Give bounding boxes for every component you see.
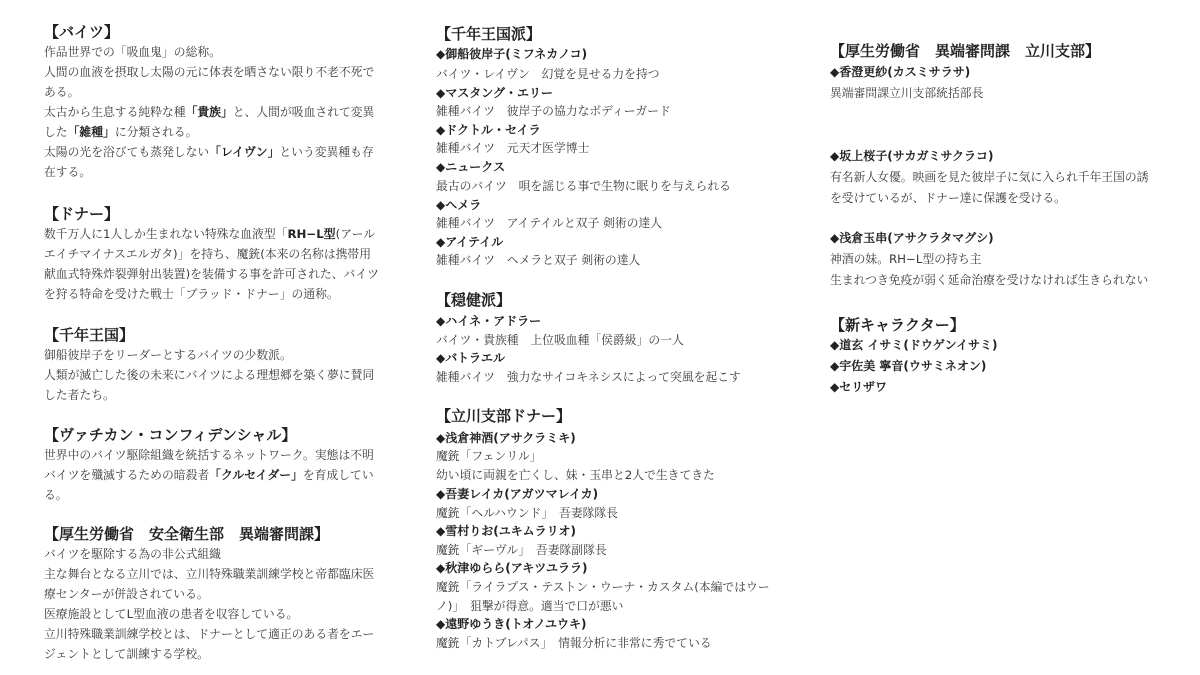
kingdom-line: した者たち。 [44, 388, 115, 402]
section-title-vatican: 【ヴァチカン・コンフィデンシャル】 [44, 426, 297, 444]
vatican-line [44, 466, 374, 485]
character-name: ◆ヘメラ [436, 198, 482, 212]
character-desc: 魔銃「ライラプス・テストン・ウーナ・カスタム(本編ではウー [436, 580, 770, 594]
section-title-mhlw: 【厚生労働省 安全衛生部 異端審問課】 [44, 525, 330, 543]
text: バイツを殲滅するための暗殺者 [44, 468, 210, 482]
text: 数千万人に1人しか生まれない特殊な血液型「 [44, 227, 288, 241]
baits-line [44, 103, 374, 122]
character-name: ◆アイテイル [436, 235, 504, 249]
text: という変異種も存 [279, 145, 374, 159]
section-title-tachikawa-donors: 【立川支部ドナー】 [436, 407, 572, 425]
character-desc: ノ)」 狙撃が得意。適当で口が悪い [436, 599, 624, 613]
baits-line: 在する。 [44, 165, 92, 179]
character-name: ◆ドクトル・セイラ [436, 123, 541, 137]
section-title-baits: 【バイツ】 [44, 23, 120, 41]
term-hybrid: 「雑種」 [67, 125, 115, 139]
character-name: ◆浅倉玉串(アサクラタマグシ) [830, 231, 994, 245]
baits-line: ある。 [44, 85, 80, 99]
mhlw-line: 主な舞台となる立川では、立川特殊職業訓練学校と帝都臨床医 [44, 567, 375, 581]
character-desc: 雑種バイツ 強力なサイコキネシスによって突風を起こす [436, 370, 741, 384]
character-desc: バイツ・貴族種 上位吸血種「侯爵級」の一人 [436, 333, 684, 347]
term-noble: 「貴族」 [185, 105, 233, 119]
section-title-kingdom-faction: 【千年王国派】 [436, 25, 542, 43]
mhlw-line: 医療施設としてL型血液の患者を収容している。 [44, 607, 299, 621]
text: に分類される。 [114, 125, 198, 139]
term-rhl: RH−L型 [287, 227, 336, 241]
text: 太陽の光を浴びても蒸発しない [44, 145, 210, 159]
section-title-moderate: 【穏健派】 [436, 291, 512, 309]
character-name: ◆香澄更紗(カスミサラサ) [830, 65, 971, 79]
kingdom-line: 御船彼岸子をリーダーとするバイツの少数派。 [44, 348, 292, 362]
mhlw-line: ジェントとして訓練する学校。 [44, 647, 209, 661]
character-desc: 魔銃「カトブレパス」 情報分析に非常に秀でている [436, 636, 712, 650]
mhlw-line: バイツを駆除する為の非公式組織 [44, 547, 221, 561]
mhlw-line: 立川特殊職業訓練学校とは、ドナーとして適正のある者をエー [44, 627, 375, 641]
text: 太古から生息する純粋な種 [44, 105, 186, 119]
character-name: ◆雪村りお(ユキムラリオ) [436, 524, 576, 538]
character-desc: 生まれつき免疫が弱く延命治療を受けなければ生きられない [830, 273, 1149, 287]
character-name: ◆遠野ゆうき(トオノユウキ) [436, 617, 587, 631]
baits-line [44, 143, 374, 162]
character-name: ◆道玄 イサミ(ドウゲンイサミ) [830, 338, 998, 352]
text: (アール [335, 227, 376, 241]
term-crusader: 「クルセイダー」 [209, 468, 303, 482]
character-name: ◆秋津ゆらら(アキツユララ) [436, 561, 588, 575]
character-desc: 雑種バイツ アイテイルと双子 剣術の達人 [436, 216, 663, 230]
donor-line [44, 225, 375, 244]
character-name: ◆御船彼岸子(ミフネカノコ) [436, 47, 588, 61]
character-desc: 幼い頃に両親を亡くし、妹・玉串と2人で生きてきた [436, 468, 715, 482]
character-name: ◆バトラエル [436, 351, 505, 365]
character-name: ◆セリザワ [830, 380, 887, 394]
character-name: ◆浅倉神酒(アサクラミキ) [436, 431, 576, 445]
term-raven: 「レイヴン」 [209, 145, 280, 159]
character-desc: 神酒の妹。RH−L型の持ち主 [830, 252, 982, 266]
text: した [44, 125, 68, 139]
character-desc: 魔銃「フェンリル」 [436, 449, 542, 463]
character-desc: を受けているが、ドナー達に保護を受ける。 [830, 191, 1066, 205]
baits-line: 人間の血液を摂取し太陽の元に体表を晒さない限り不老不死で [44, 65, 375, 79]
text: を育成してい [302, 468, 374, 482]
baits-line: 作品世界での「吸血鬼」の総称。 [44, 45, 221, 59]
character-desc: 魔銃「ギーヴル」 吾妻隊副隊長 [436, 543, 607, 557]
baits-line [44, 123, 197, 142]
section-title-new-characters: 【新キャラクター】 [830, 316, 965, 334]
character-desc: バイツ・レイヴン 幻覚を見せる力を持つ [436, 67, 660, 81]
character-desc: 雑種バイツ ヘメラと双子 剣術の達人 [436, 253, 641, 267]
vatican-line: 世界中のバイツ駆除組織を統括するネットワーク。実態は不明 [44, 448, 374, 462]
donor-line: 献血式特殊炸裂弾射出装置)を装備する事を許可された、バイツ [44, 267, 379, 281]
section-title-donor: 【ドナー】 [44, 205, 120, 223]
character-desc: 魔銃「ヘルハウンド」 吾妻隊隊長 [436, 506, 619, 520]
character-name: ◆坂上桜子(サカガミサクラコ) [830, 149, 994, 163]
character-desc: 最古のバイツ 唄を謡じる事で生物に眠りを与えられる [436, 179, 731, 193]
text: と、人間が吸血されて変異 [232, 105, 375, 119]
section-title-tachikawa-branch: 【厚生労働省 異端審問課 立川支部】 [830, 42, 1101, 60]
character-desc: 異端審問課立川支部統括部長 [830, 86, 984, 100]
character-name: ◆吾妻レイカ(アガツマレイカ) [436, 487, 599, 501]
section-title-kingdom: 【千年王国】 [44, 326, 135, 344]
mhlw-line: 療センターが併設されている。 [44, 587, 209, 601]
character-name: ◆マスタング・エリー [436, 86, 553, 100]
kingdom-line: 人類が滅亡した後の未来にバイツによる理想郷を築く夢に賛同 [44, 368, 375, 382]
character-desc: 雑種バイツ 彼岸子の協力なボディーガード [436, 104, 671, 118]
character-name: ◆宇佐美 寧音(ウサミネオン) [830, 359, 987, 373]
character-desc: 雑種バイツ 元天才医学博士 [436, 141, 590, 155]
character-desc: 有名新人女優。映画を見た彼岸子に気に入られ千年王国の誘 [830, 170, 1149, 184]
donor-line: エイチマイナスエルガタ)」を持ち、魔銃(本来の名称は携帯用 [44, 247, 372, 261]
character-name: ◆ニュークス [436, 160, 506, 174]
vatican-line: る。 [44, 488, 68, 502]
character-name: ◆ハイネ・アドラー [436, 314, 542, 328]
donor-line: を狩る特命を受けた戦士「ブラッド・ドナー」の通称。 [44, 287, 339, 301]
